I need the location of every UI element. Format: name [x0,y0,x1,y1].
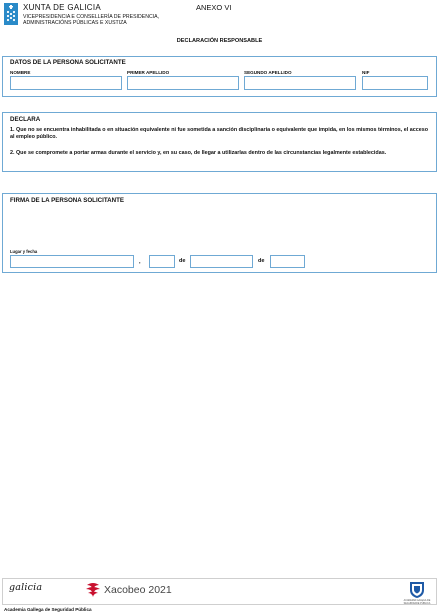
segundo-apellido-label: SEGUNDO APELLIDO [244,70,292,75]
declaration-title: DECLARA [10,116,41,123]
academy-name: Academia Gallega de Seguridad Pública [4,607,92,612]
primer-apellido-field[interactable] [127,76,239,90]
galicia-logo: galicia [9,582,43,593]
nif-field[interactable] [362,76,428,90]
declaration-section [2,112,437,172]
crest-caption: ACADEMIA GALEGA DE SEGURIDADE PÚBLICA [403,599,431,605]
applicant-section-title: DATOS DE LA PERSONA SOLICITANTE [10,59,126,66]
nombre-field[interactable] [10,76,122,90]
xunta-logo-icon [4,3,18,25]
org-subtitle-line2: ADMINISTRACIÓNS PÚBLICAS E XUSTIZA [23,20,127,27]
footer-box [2,578,437,605]
xacobeo-logo-text: Xacobeo 2021 [104,584,172,596]
month-field[interactable] [190,255,253,268]
place-date-label: Lugar y fecha [10,249,38,254]
document-title: DECLARACIÓN RESPONSABLE [176,38,263,44]
annex-label: ANEXO VI [196,3,232,12]
nombre-label: NOMBRE [10,70,31,75]
xacobeo-icon [85,582,101,603]
primer-apellido-label: PRIMER APELLIDO [127,70,170,75]
declaration-item-2: 2. Que se compromete a portar armas durante el servicio y, en su caso, de llegar a utilizarlas dentro de las circunstancias legalmente establecidas. [10,150,387,156]
org-subtitle-line1: VICEPRESIDENCIA E CONSELLERÍA DE PRESIDENCIA, [23,14,160,20]
org-subtitle [23,14,159,27]
comma-separator: , [139,259,141,265]
de-separator-1: de [179,258,186,264]
declaration-item-1: 1. Que no se encuentra inhabilitada o en situación equivalente ni fue sometida a sanción disciplinaria o equivalente que impida, en los mismos términos, el acceso al empleo público. [10,127,428,141]
segundo-apellido-field[interactable] [244,76,356,90]
year-field[interactable] [270,255,305,268]
signature-title: FIRMA DE LA PERSONA SOLICITANTE [10,197,125,204]
place-field[interactable] [10,255,134,268]
org-title: XUNTA DE GALICIA [23,3,102,12]
nif-label: NIF [362,70,370,75]
day-field[interactable] [149,255,175,268]
de-separator-2: de [258,258,265,264]
